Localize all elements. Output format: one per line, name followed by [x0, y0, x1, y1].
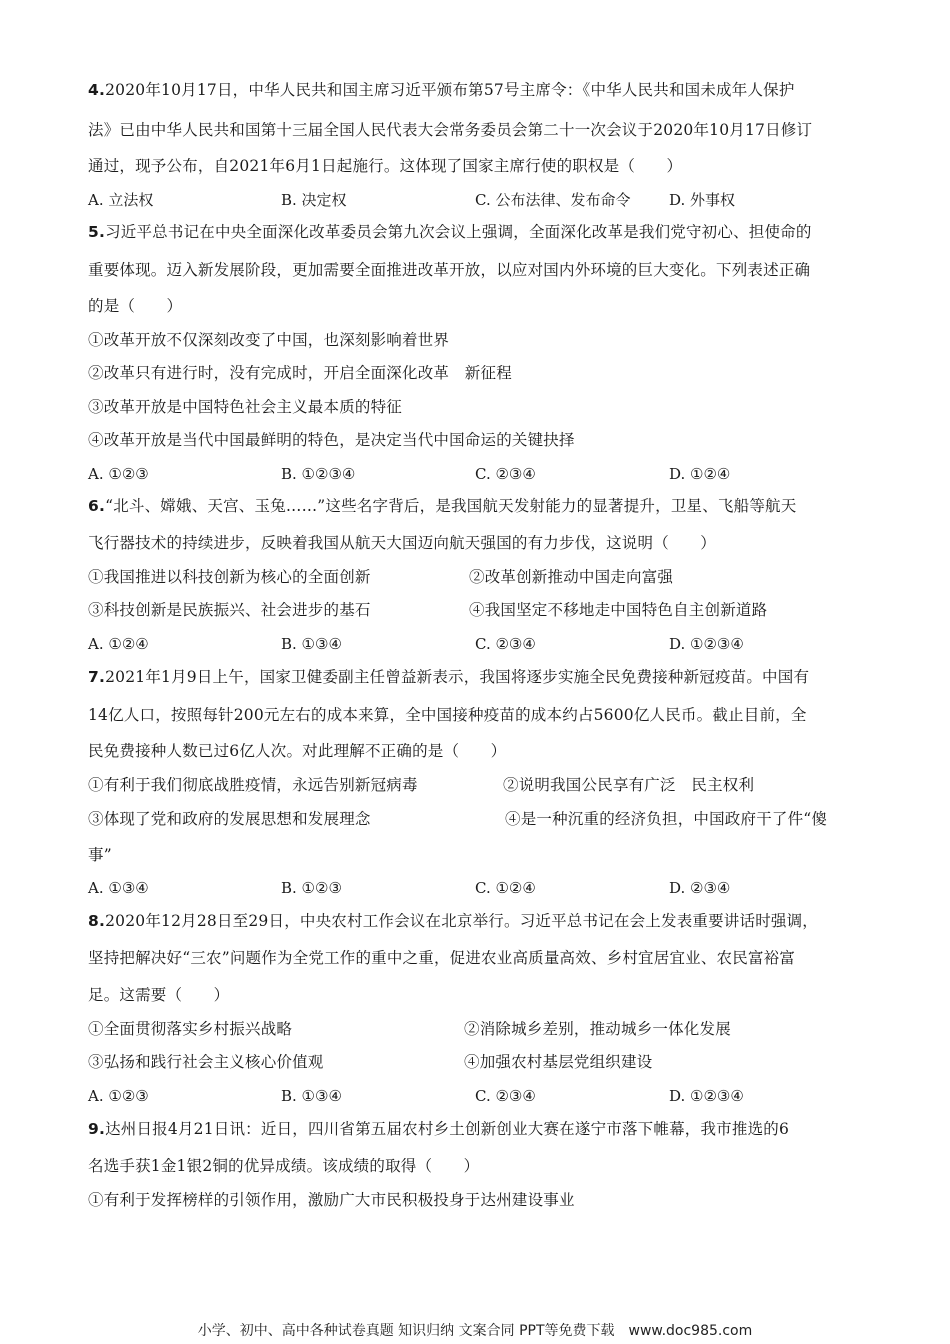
- question-7-line-3: 民免费接种人数已过6亿人次。对此理解不正确的是（ ）: [88, 742, 507, 760]
- question-9-line-2: 名选手获1金1银2铜的优异成绩。该成绩的取得（ ）: [88, 1157, 480, 1175]
- statement-1: ①改革开放不仅深刻改变了中国，也深刻影响着世界: [88, 331, 450, 349]
- question-number: 8.: [88, 912, 106, 930]
- statement-2: ②说明我国公民享有广泛 民主权利: [503, 776, 755, 794]
- question-number: 7.: [88, 668, 106, 686]
- question-8-line-2: 坚持把解决好“三农”问题作为全党工作的重中之重，促进农业高质量高效、乡村宜居宜业、农民富裕富: [88, 949, 796, 967]
- option-b[interactable]: B. ①③④: [281, 1087, 342, 1105]
- statement-4: ④是一种沉重的经济负担，中国政府干了件“傻: [505, 810, 828, 828]
- statement-1: ①有利于发挥榜样的引领作用，激励广大市民积极投身于达州建设事业: [88, 1191, 575, 1209]
- question-4-line-3: 通过，现予公布，自2021年6月1日起施行。这体现了国家主席行使的职权是（ ）: [88, 157, 683, 175]
- question-4-line-2: 法》已由中华人民共和国第十三届全国人民代表大会常务委员会第二十一次会议于2020年10月17日修订: [88, 121, 813, 139]
- option-c[interactable]: C. ②③④: [475, 465, 536, 483]
- option-d[interactable]: D. ②③④: [669, 879, 731, 897]
- statement-2: ②改革创新推动中国走向富强: [469, 568, 674, 586]
- question-7-line-1: 7.2021年1月9日上午，国家卫健委副主任曾益新表示，我国将逐步实施全民免费接种新冠疫苗。中国有: [88, 668, 810, 686]
- question-number: 9.: [88, 1120, 106, 1138]
- option-a[interactable]: A. ①③④: [88, 879, 149, 897]
- option-a[interactable]: A. ①②③: [88, 1087, 149, 1105]
- question-9-line-1: 9.达州日报4月21日讯：近日，四川省第五届农村乡土创新创业大赛在遂宁市落下帷幕，我市推选的6: [88, 1120, 790, 1138]
- question-4-line-1: 4.2020年10月17日，中华人民共和国主席习近平颁布第57号主席令：《中华人民共和国未成年人保护: [88, 81, 795, 99]
- question-7-line-2: 14亿人口，按照每针200元左右的成本来算，全中国接种疫苗的成本约占5600亿人民币。截止目前，全: [88, 706, 807, 724]
- statement-4: ④改革开放是当代中国最鲜明的特色，是决定当代中国命运的关键抉择: [88, 431, 575, 449]
- question-8-line-3: 足。这需要（ ）: [88, 986, 230, 1004]
- question-5-line-3: 的是（ ）: [88, 297, 183, 315]
- statement-1: ①有利于我们彻底战胜疫情，永远告别新冠病毒: [88, 776, 418, 794]
- statement-3: ③弘扬和践行社会主义核心价值观: [88, 1053, 324, 1071]
- statement-4-continued: 事”: [88, 846, 112, 864]
- option-c[interactable]: C. ①②④: [475, 879, 536, 897]
- option-d[interactable]: D. ①②④: [669, 465, 731, 483]
- statement-2: ②消除城乡差别，推动城乡一体化发展: [464, 1020, 731, 1038]
- question-6-line-1: 6.“北斗、嫦娥、天宫、玉兔……”这些名字背后，是我国航天发射能力的显著提升，卫星、飞船等航天: [88, 497, 797, 515]
- question-number: 6.: [88, 497, 106, 515]
- question-5-line-2: 重要体现。迈入新发展阶段，更加需要全面推进改革开放，以应对国内外环境的巨大变化。下列表述正确: [88, 261, 811, 279]
- question-6-line-2: 飞行器技术的持续进步，反映着我国从航天大国迈向航天强国的有力步伐，这说明（ ）: [88, 534, 717, 552]
- option-b[interactable]: B. 决定权: [281, 191, 347, 209]
- option-d[interactable]: D. ①②③④: [669, 635, 744, 653]
- question-number: 5.: [88, 223, 106, 241]
- option-d[interactable]: D. ①②③④: [669, 1087, 744, 1105]
- option-b[interactable]: B. ①③④: [281, 635, 342, 653]
- statement-4: ④加强农村基层党组织建设: [464, 1053, 653, 1071]
- statement-4: ④我国坚定不移地走中国特色自主创新道路: [469, 601, 768, 619]
- option-a[interactable]: A. ①②④: [88, 635, 149, 653]
- option-c[interactable]: C. 公布法律、发布命令: [475, 191, 631, 209]
- option-a[interactable]: A. 立法权: [88, 191, 154, 209]
- statement-3: ③改革开放是中国特色社会主义最本质的特征: [88, 398, 403, 416]
- question-5-line-1: 5.习近平总书记在中央全面深化改革委员会第九次会议上强调，全面深化改革是我们党守初心、担使命的: [88, 223, 812, 241]
- statement-2: ②改革只有进行时，没有完成时，开启全面深化改革 新征程: [88, 364, 512, 382]
- option-a[interactable]: A. ①②③: [88, 465, 149, 483]
- option-b[interactable]: B. ①②③④: [281, 465, 356, 483]
- option-d[interactable]: D. 外事权: [669, 191, 736, 209]
- question-number: 4.: [88, 81, 106, 99]
- option-c[interactable]: C. ②③④: [475, 635, 536, 653]
- question-8-line-1: 8.2020年12月28日至29日，中央农村工作会议在北京举行。习近平总书记在会上发表重要讲话时强调，: [88, 912, 818, 930]
- statement-1: ①我国推进以科技创新为核心的全面创新: [88, 568, 371, 586]
- page-footer: 小学、初中、高中各种试卷真题 知识归纳 文案合同 PPT等免费下载 www.doc985.com: [197, 1323, 753, 1339]
- option-c[interactable]: C. ②③④: [475, 1087, 536, 1105]
- option-b[interactable]: B. ①②③: [281, 879, 342, 897]
- statement-3: ③科技创新是民族振兴、社会进步的基石: [88, 601, 371, 619]
- statement-1: ①全面贯彻落实乡村振兴战略: [88, 1020, 293, 1038]
- statement-3: ③体现了党和政府的发展思想和发展理念: [88, 810, 371, 828]
